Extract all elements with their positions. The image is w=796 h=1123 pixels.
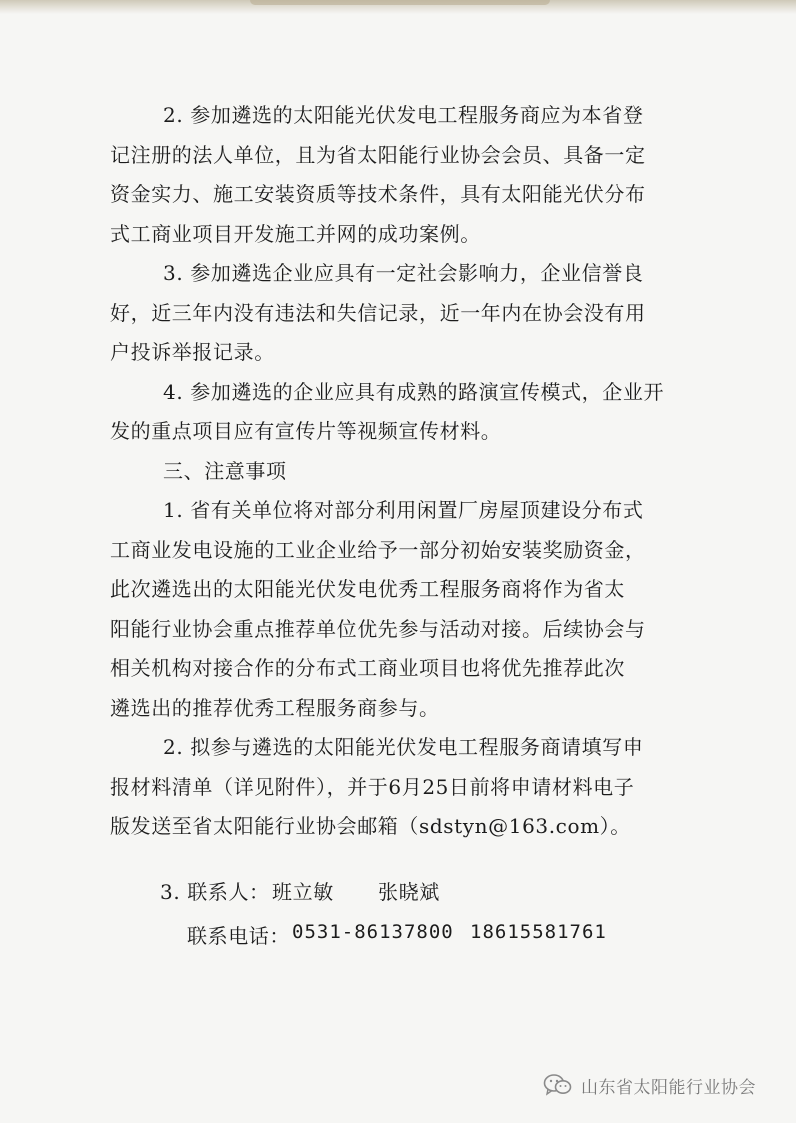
phone-number-1: 0531-86137800 — [292, 921, 454, 943]
account-watermark — [543, 1070, 756, 1100]
paragraph-line: 好，近三年内没有违法和失信记录，近一年内在协会没有用 — [110, 300, 646, 325]
paragraph-line: 此次遴选出的太阳能光伏发电优秀工程服务商将作为省太 — [110, 577, 625, 601]
paragraph-line: 发的重点项目应有宣传片等视频宣传材料。 — [110, 419, 502, 443]
paragraph-line: 遴选出的推荐优秀工程服务商参与。 — [110, 695, 440, 720]
section-heading: 三、注意事项 — [163, 458, 287, 483]
watermark-text: 山东省太阳能行业协会 — [581, 1077, 756, 1098]
paragraph-line: 1. 省有关单位将对部分利用闲置厂房屋顶建设分布式 — [163, 498, 644, 522]
scan-top-shadow — [0, 0, 796, 14]
scan-binding-shadow — [250, 0, 550, 5]
paragraph-line: 式工商业项目开发施工并网的成功案例。 — [110, 221, 481, 246]
paragraph-line: 记注册的法人单位，且为省太阳能行业协会会员、具备一定 — [110, 142, 646, 167]
paragraph-line: 2. 拟参与遴选的太阳能光伏发电工程服务商请填写申 — [163, 735, 644, 759]
paragraph-line: 4. 参加遴选的企业应具有成熟的路演宣传模式，企业开 — [163, 379, 665, 404]
document-body — [110, 96, 700, 847]
paragraph-line: 阳能行业协会重点推荐单位优先参与活动对接。后续协会与 — [110, 616, 646, 641]
paragraph-line: 相关机构对接合作的分布式工商业项目也将优先推荐此次 — [110, 656, 625, 680]
phone-number-2: 18615581761 — [470, 921, 607, 943]
paragraph-line: 版发送至省太阳能行业协会邮箱（sdstyn@163.com）。 — [110, 814, 631, 838]
contact-label: 3. 联系人： — [160, 880, 270, 904]
paragraph-line: 户投诉举报记录。 — [110, 340, 275, 364]
phone-label: 联系电话： — [187, 924, 290, 948]
paragraph-line: 2. 参加遴选的太阳能光伏发电工程服务商应为本省登 — [163, 103, 644, 127]
paragraph-line: 3. 参加遴选企业应具有一定社会影响力，企业信誉良 — [163, 261, 644, 285]
paragraph-line: 报材料清单（详见附件），并于6月25日前将申请材料电子 — [110, 774, 635, 799]
contact-name-1: 班立敏 — [272, 880, 334, 904]
wechat-icon — [543, 1073, 573, 1097]
contact-name-2: 张晓斌 — [378, 880, 440, 904]
paragraph-line: 资金实力、施工安装资质等技术条件，具有太阳能光伏分布 — [110, 182, 646, 206]
paragraph-line: 工商业发电设施的工业企业给予一部分初始安装奖励资金， — [110, 537, 646, 562]
